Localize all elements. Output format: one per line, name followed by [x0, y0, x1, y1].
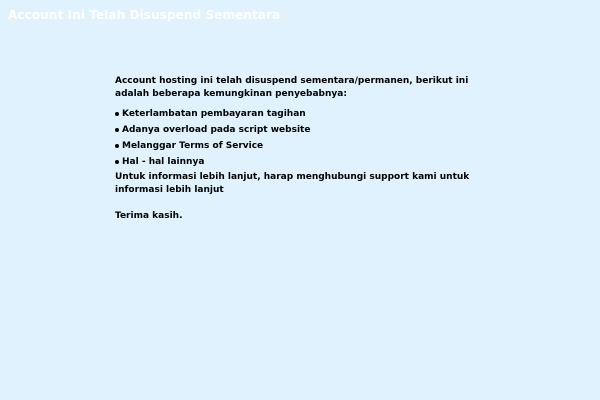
- list-item: Keterlambatan pembayaran tagihan: [115, 106, 475, 122]
- contact-info: Untuk informasi lebih lanjut, harap menghubungi support kami untuk informasi lebih lanjut: [115, 172, 470, 195]
- notice-intro: Account hosting ini telah disuspend sementara/permanen, berikut ini adalah beberapa kemungkinan penyebabnya:: [115, 76, 469, 99]
- list-item: Melanggar Terms of Service: [115, 138, 475, 154]
- list-item: Adanya overload pada script website: [115, 122, 475, 138]
- reason-list: [115, 106, 475, 170]
- list-item: Hal - hal lainnya: [115, 154, 475, 170]
- page-title: Account Ini Telah Disuspend Sementara: [8, 8, 281, 22]
- suspension-notice: [115, 75, 475, 223]
- thanks-text: Terima kasih.: [115, 211, 183, 221]
